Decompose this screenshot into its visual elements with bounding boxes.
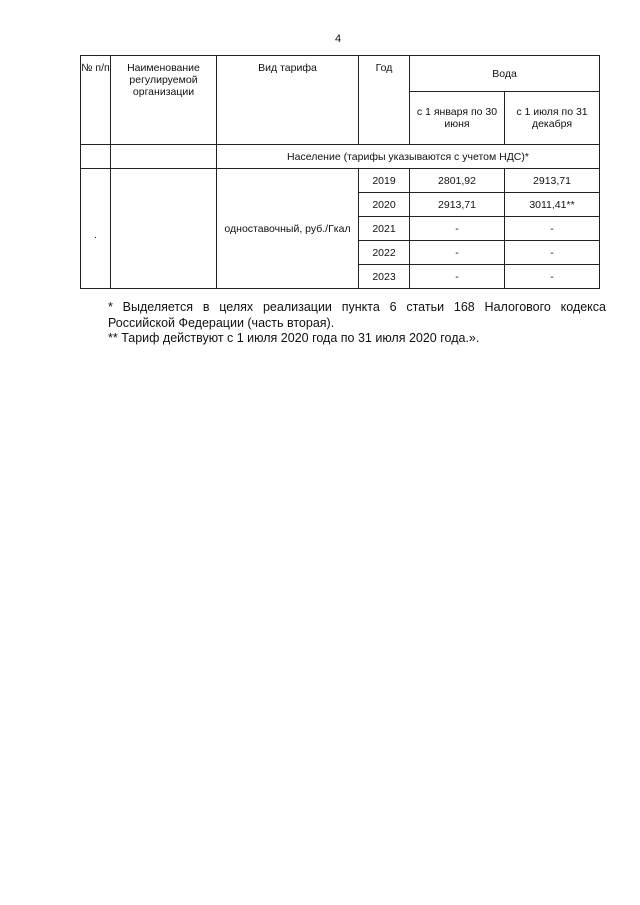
tariff-table: [80, 55, 600, 289]
footnote-tariff-period: ** Тариф действуют с 1 июля 2020 года по 31 июля 2020 года.».: [108, 331, 480, 345]
value-cell: -: [410, 265, 505, 289]
year-cell: 2023: [359, 265, 410, 289]
value-cell: -: [410, 241, 505, 265]
value-cell: -: [505, 265, 600, 289]
empty-cell: [81, 145, 111, 169]
header-tariff-type: Вид тарифа: [217, 56, 359, 145]
value-cell: 2913,71: [410, 193, 505, 217]
organization-cell: [111, 169, 217, 289]
value-cell: -: [410, 217, 505, 241]
population-row: [81, 145, 600, 169]
empty-cell: [111, 145, 217, 169]
value-cell: 2801,92: [410, 169, 505, 193]
header-year: Год: [359, 56, 410, 145]
num-value: .: [94, 228, 97, 241]
footnote-vat: * Выделяется в целях реализации пункта 6 статьи 168 Налогового кодекса Российской Федерации (часть вторая).: [108, 300, 606, 330]
tariff-type-cell: одноставочный, руб./Гкал: [217, 169, 359, 289]
population-label: Население (тарифы указываются с учетом НДС)*: [217, 145, 600, 169]
value-cell: -: [505, 241, 600, 265]
header-period-2: с 1 июля по 31 декабря: [505, 92, 600, 145]
year-cell: 2020: [359, 193, 410, 217]
header-period-1: с 1 января по 30 июня: [410, 92, 505, 145]
table-header-row: [81, 56, 600, 92]
value-cell: 2913,71: [505, 169, 600, 193]
value-cell: -: [505, 217, 600, 241]
header-water: Вода: [410, 56, 600, 92]
year-cell: 2021: [359, 217, 410, 241]
footnotes: [80, 300, 606, 347]
table-row: [81, 169, 600, 193]
year-cell: 2022: [359, 241, 410, 265]
header-organization: Наименование регулируемой организации: [111, 56, 217, 145]
year-cell: 2019: [359, 169, 410, 193]
value-cell: 3011,41**: [505, 193, 600, 217]
page-number: 4: [334, 33, 342, 45]
num-cell: [81, 169, 111, 289]
header-num: № п/п: [81, 56, 111, 145]
